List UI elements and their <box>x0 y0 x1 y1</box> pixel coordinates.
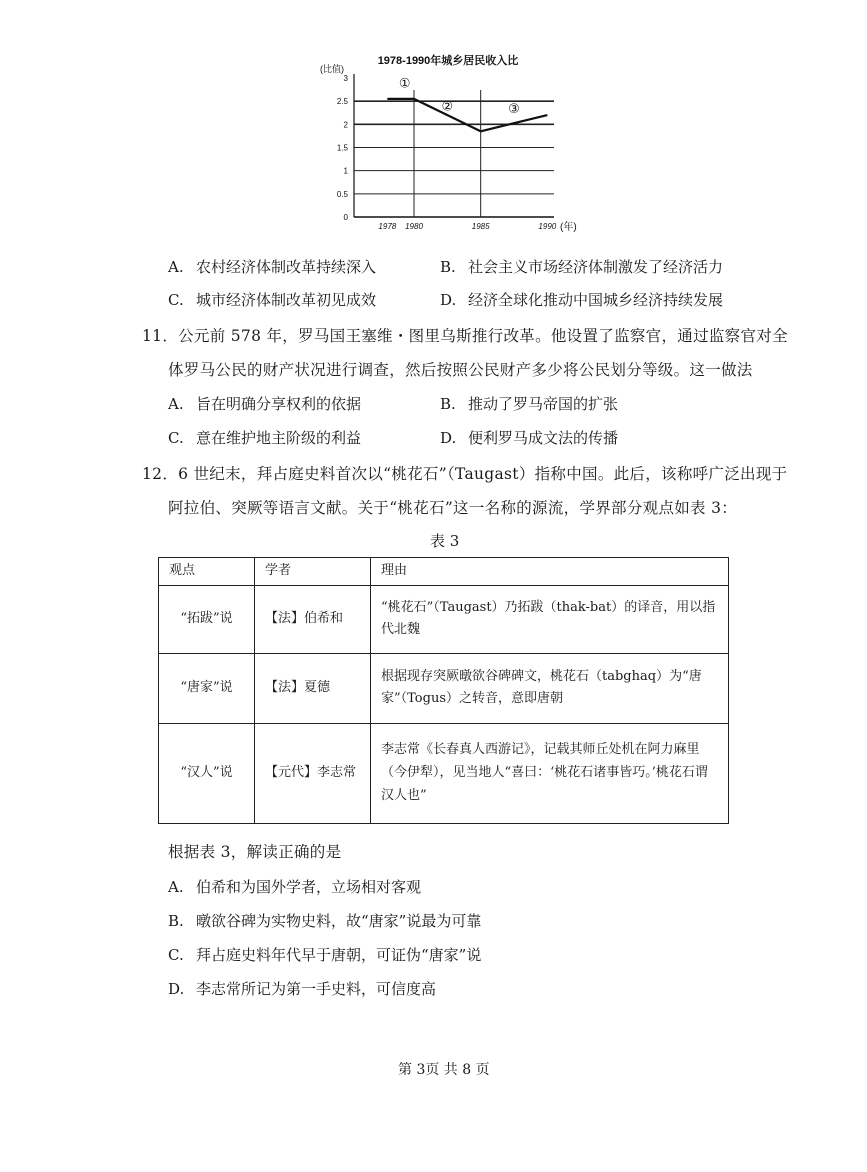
option-letter: D. <box>168 980 185 998</box>
q12-option-c[interactable] <box>168 944 481 965</box>
q10-option-b[interactable] <box>440 256 723 277</box>
table-cell: “唐家”说 <box>159 653 255 723</box>
q11-stem-line2: 体罗马公民的财产状况进行调查，然后按照公民财产多少将公民划分等级。这一做法 <box>168 361 753 379</box>
option-text: 意在维护地主阶级的利益 <box>196 429 362 447</box>
option-letter: A. <box>168 878 184 896</box>
y-tick-label: 1 <box>343 166 348 176</box>
option-letter: D. <box>440 291 457 309</box>
option-text: 拜占庭史料年代早于唐朝，可证伪“唐家”说 <box>196 946 482 964</box>
option-letter: B. <box>440 258 456 276</box>
y-tick-label: 0.5 <box>336 189 348 199</box>
page-footer: 第 3页 共 8 页 <box>398 1062 490 1078</box>
option-text: 伯希和为国外学者，立场相对客观 <box>196 878 422 896</box>
chart-xlabel: (年) <box>560 222 577 233</box>
table-header-cell: 理由 <box>371 558 729 586</box>
q12-question: 根据表 3，解读正确的是 <box>168 843 342 861</box>
table-header-cell: 学者 <box>255 558 371 586</box>
y-tick-label: 0 <box>343 213 348 222</box>
option-letter: C. <box>168 946 184 964</box>
series-line <box>387 99 547 131</box>
table-cell: 【法】伯希和 <box>255 585 371 653</box>
table-row <box>159 653 729 723</box>
table-cell: 【元代】李志常 <box>255 723 371 823</box>
y-tick-label: 2.5 <box>336 97 348 107</box>
q12-option-a[interactable] <box>168 876 421 897</box>
table-row <box>159 723 729 823</box>
q10-option-c[interactable] <box>168 289 376 310</box>
table-cell: 李志常《长春真人西游记》，记载其师丘处机在阿力麻里（今伊犁），见当地人“喜曰：‘桃花石诸事皆巧。’桃花石谓汉人也” <box>371 723 729 823</box>
option-text: 经济全球化推动中国城乡经济持续发展 <box>468 291 724 309</box>
y-tick-label: 2 <box>343 120 348 130</box>
y-tick-label: 1.5 <box>336 143 348 153</box>
table-3 <box>158 557 729 824</box>
option-text: 社会主义市场经济体制激发了经济活力 <box>468 258 724 276</box>
table-cell: 根据现存突厥暾欲谷碑碑文，桃花石（tabghaq）为“唐家”（Togus）之转音，意即唐朝 <box>371 653 729 723</box>
q12-option-d[interactable] <box>168 978 436 999</box>
x-tick-label: 1985 <box>471 222 490 231</box>
y-tick-label: 3 <box>343 74 348 83</box>
chart-annotation: ③ <box>508 100 520 116</box>
x-tick-label: 1990 <box>538 222 557 231</box>
q11-option-b[interactable] <box>440 393 618 414</box>
q11-stem-line1: 11．公元前 578 年，罗马国王塞维・图里乌斯推行改革。他设置了监察官，通过监察官对全 <box>142 327 788 345</box>
q11-option-a[interactable] <box>168 393 361 414</box>
q11-option-d[interactable] <box>440 427 618 448</box>
x-tick-label: 1978 <box>378 222 397 231</box>
q11-option-c[interactable] <box>168 427 361 448</box>
option-text: 便利罗马成文法的传播 <box>468 429 619 447</box>
option-letter: A. <box>168 258 184 276</box>
table-header-cell: 观点 <box>159 558 255 586</box>
option-text: 推动了罗马帝国的扩张 <box>468 395 619 413</box>
option-text: 李志常所记为第一手史料，可信度高 <box>196 980 437 998</box>
option-letter: A. <box>168 395 184 413</box>
option-letter: B. <box>168 912 184 930</box>
q10-option-d[interactable] <box>440 289 723 310</box>
q12-stem-line1: 12．6 世纪末，拜占庭史料首次以“桃花石”（Taugast）指称中国。此后，该称呼广泛出现于 <box>142 465 788 483</box>
table-cell: “拓跋”说 <box>159 585 255 653</box>
option-letter: C. <box>168 291 184 309</box>
option-text: 城市经济体制改革初见成效 <box>196 291 377 309</box>
chart-annotation: ② <box>441 98 454 114</box>
table-cell: “桃花石”（Taugast）乃拓跋（thak-bat）的译音，用以指代北魏 <box>371 585 729 653</box>
option-text: 暾欲谷碑为实物史料，故“唐家”说最为可靠 <box>196 912 482 930</box>
option-text: 农村经济体制改革持续深入 <box>196 258 377 276</box>
chart-title: 1978-1990年城乡居民收入比 <box>377 55 519 67</box>
chart-ylabel: (比值) <box>320 64 344 74</box>
table-header-row <box>159 558 729 586</box>
q12-option-b[interactable] <box>168 910 481 931</box>
table-cell: “汉人”说 <box>159 723 255 823</box>
option-text: 旨在明确分享权利的依据 <box>196 395 362 413</box>
table-caption: 表 3 <box>430 532 460 550</box>
chart-annotation: ① <box>398 75 411 91</box>
x-tick-label: 1980 <box>405 222 423 231</box>
q10-option-a[interactable] <box>168 256 376 277</box>
table-row <box>159 585 729 653</box>
table-cell: 【法】夏德 <box>255 653 371 723</box>
option-letter: D. <box>440 429 457 447</box>
q12-stem-line2: 阿拉伯、突厥等语言文献。关于“桃花石”这一名称的源流，学界部分观点如表 3： <box>168 499 738 517</box>
income-ratio-chart <box>318 46 578 246</box>
option-letter: C. <box>168 429 184 447</box>
option-letter: B. <box>440 395 456 413</box>
